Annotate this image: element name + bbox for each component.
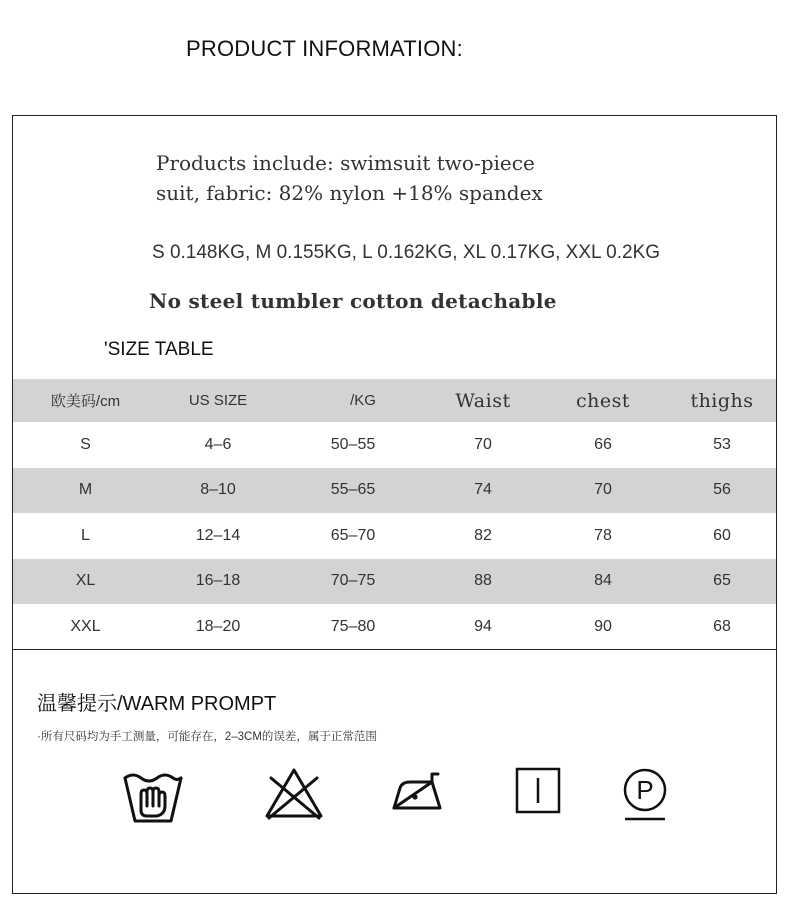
column-header: US SIZE bbox=[188, 392, 248, 409]
line-dry-icon bbox=[514, 766, 562, 816]
do-not-bleach-icon bbox=[263, 766, 325, 822]
table-cell: 78 bbox=[594, 526, 612, 544]
table-cell: 94 bbox=[474, 617, 492, 635]
product-info-frame bbox=[12, 115, 777, 894]
table-row bbox=[13, 468, 776, 514]
table-cell: S bbox=[80, 435, 91, 453]
warm-prompt-title: 温馨提示/WARM PROMPT bbox=[37, 693, 277, 715]
table-cell: XXL bbox=[70, 617, 101, 635]
table-cell: 55–65 bbox=[330, 481, 376, 499]
table-cell: 70 bbox=[474, 435, 492, 453]
table-cell: 60 bbox=[713, 526, 731, 544]
table-cell: 70–75 bbox=[330, 572, 376, 590]
detachable-note: No steel tumbler cotton detachable bbox=[149, 289, 557, 313]
column-header: /KG bbox=[350, 392, 376, 409]
description-line-1: Products include: swimsuit two-piece bbox=[156, 151, 535, 175]
table-cell: 50–55 bbox=[330, 435, 376, 453]
table-cell: 88 bbox=[474, 572, 492, 590]
section-divider bbox=[13, 649, 776, 650]
column-header: 欧美码/cm bbox=[50, 393, 121, 410]
iron-low-heat-icon bbox=[388, 766, 446, 812]
table-cell: 8–10 bbox=[200, 481, 236, 499]
table-cell: 4–6 bbox=[204, 435, 232, 453]
table-cell: 66 bbox=[594, 435, 612, 453]
size-table bbox=[13, 379, 776, 650]
table-cell: 74 bbox=[474, 481, 492, 499]
table-row bbox=[13, 513, 776, 559]
table-cell: 68 bbox=[713, 617, 731, 635]
table-row bbox=[13, 422, 776, 468]
table-cell: 53 bbox=[713, 435, 731, 453]
table-cell: 70 bbox=[594, 481, 612, 499]
table-cell: M bbox=[78, 481, 93, 499]
weights-line: S 0.148KG, M 0.155KG, L 0.162KG, XL 0.17KG, XXL 0.2KG bbox=[152, 242, 661, 263]
table-cell: 65–70 bbox=[330, 526, 376, 544]
hand-wash-icon bbox=[119, 766, 187, 828]
table-cell: 82 bbox=[474, 526, 492, 544]
page-title: PRODUCT INFORMATION: bbox=[186, 36, 463, 61]
table-header-row bbox=[13, 379, 776, 422]
table-cell: 75–80 bbox=[330, 617, 376, 635]
table-cell: 65 bbox=[713, 572, 731, 590]
table-row bbox=[13, 604, 776, 650]
warm-prompt-note: ·所有尺码均为手工测量，可能存在，2–3CM的误差，属于正常范围 bbox=[37, 731, 377, 743]
column-header: chest bbox=[575, 389, 630, 412]
table-cell: 12–14 bbox=[195, 526, 241, 544]
table-cell: 90 bbox=[594, 617, 612, 635]
table-cell: 18–20 bbox=[195, 617, 241, 635]
table-cell: 16–18 bbox=[195, 572, 241, 590]
dry-clean-letter: P bbox=[636, 775, 654, 805]
table-cell: XL bbox=[75, 572, 96, 590]
table-cell: 84 bbox=[594, 572, 612, 590]
product-description bbox=[156, 148, 543, 208]
table-cell: L bbox=[81, 526, 90, 544]
column-header: thighs bbox=[690, 389, 754, 412]
table-cell: 56 bbox=[713, 481, 731, 499]
table-row bbox=[13, 559, 776, 605]
column-header: Waist bbox=[455, 389, 511, 412]
size-table-title: 'SIZE TABLE bbox=[104, 339, 214, 360]
care-icons-row bbox=[13, 766, 776, 836]
description-line-2: suit, fabric: 82% nylon +18% spandex bbox=[156, 181, 543, 205]
dry-clean-p-icon bbox=[620, 766, 670, 824]
